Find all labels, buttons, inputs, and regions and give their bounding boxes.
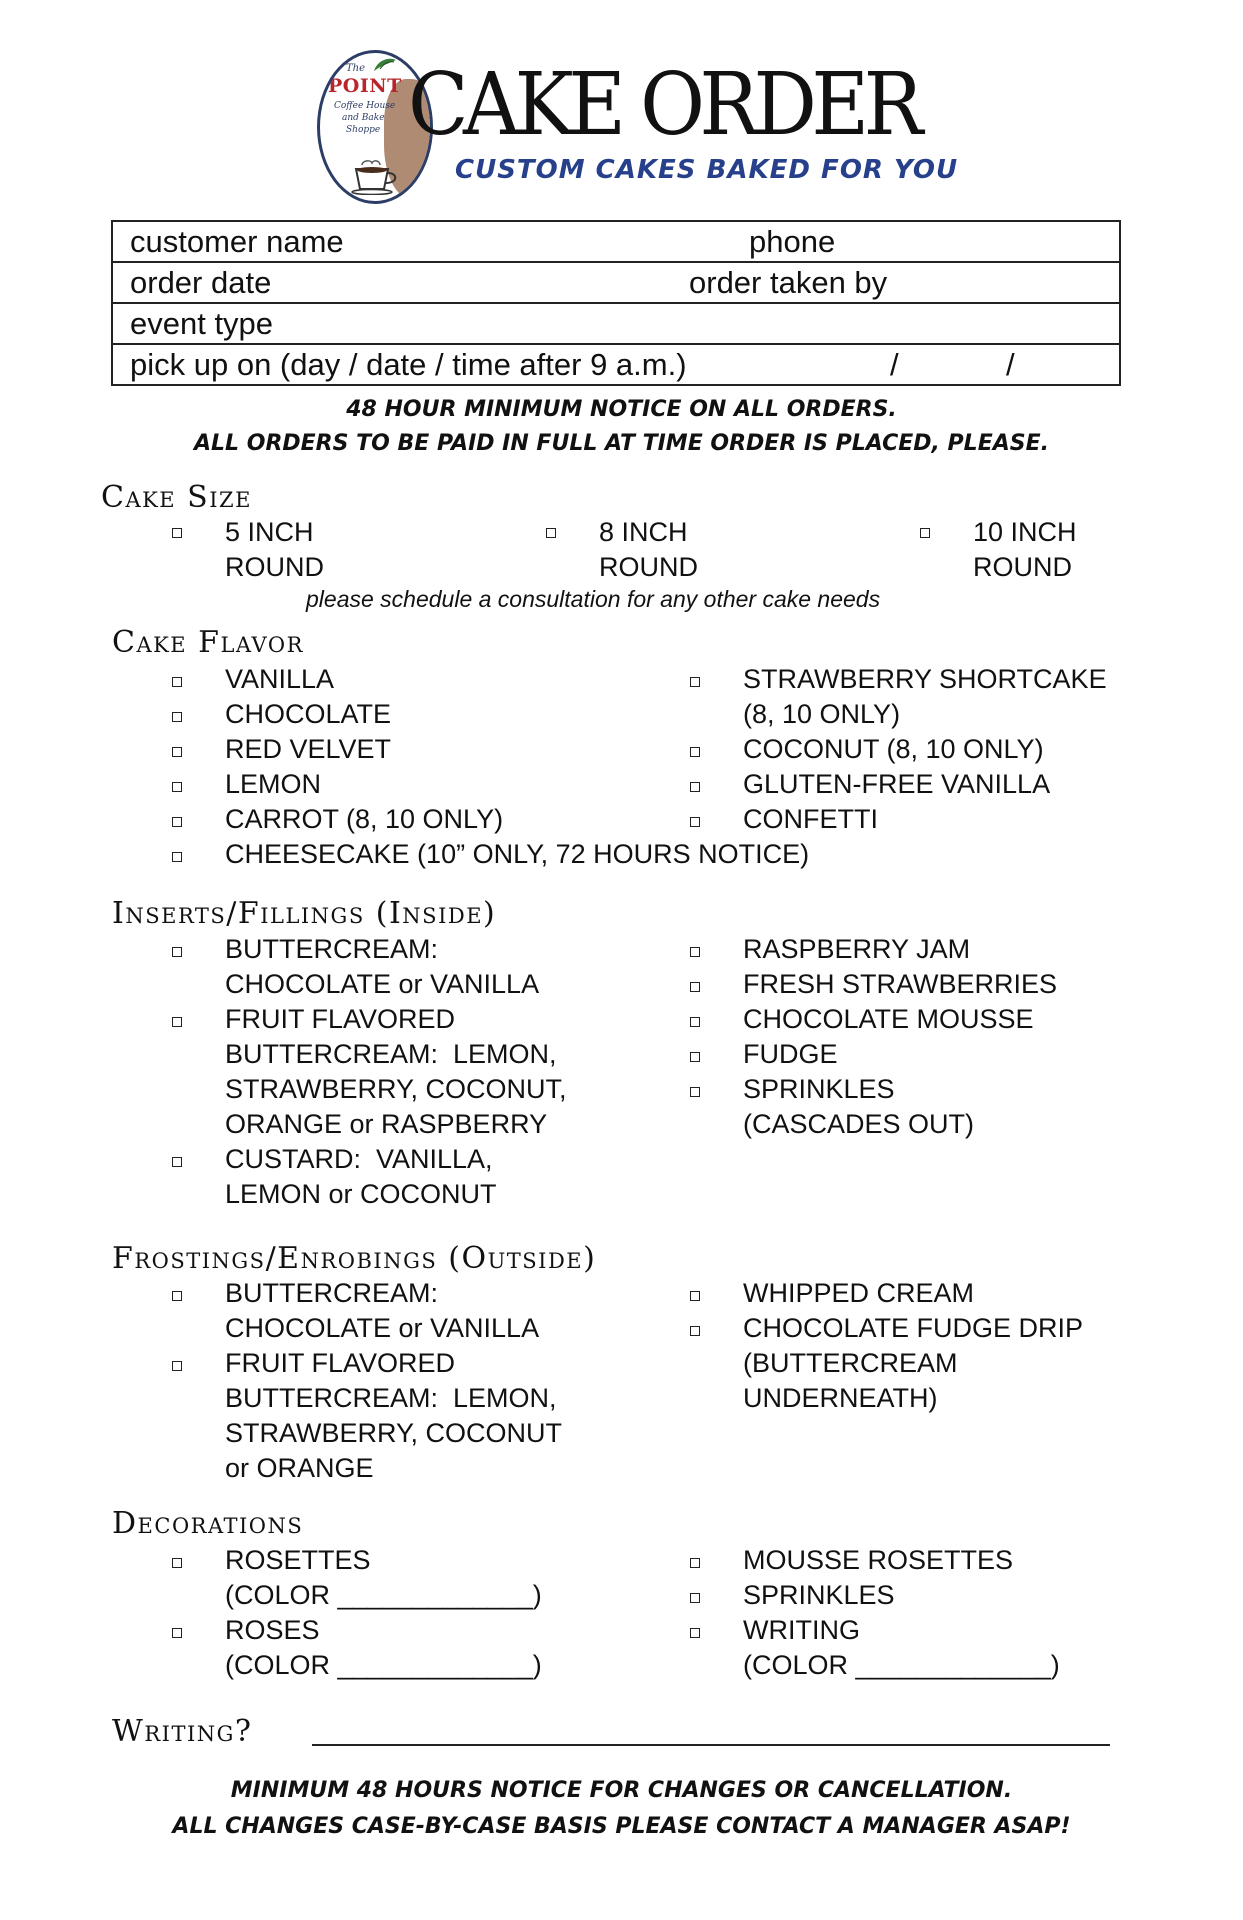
section-frostings: Frostings/Enrobings (Outside) [112,1241,597,1276]
writing-input-line[interactable] [312,1744,1110,1746]
flavor-carrot: CARROT (8, 10 ONLY) [225,804,504,834]
checkbox-filling-fruit-buttercream[interactable] [172,1017,182,1027]
logo-point: POINT [328,75,402,97]
checkbox-raspberry-jam[interactable] [690,947,700,957]
frosting-whipped-cream: WHIPPED CREAM [743,1278,975,1308]
event-type-label: event type [130,306,274,341]
flavor-gluten-free-vanilla: GLUTEN-FREE VANILLA [743,769,1051,799]
checkbox-whipped-cream[interactable] [690,1291,700,1301]
checkbox-coconut[interactable] [690,747,700,757]
decoration-writing: WRITING (COLOR _____________) [743,1615,1060,1680]
decoration-mousse-rosettes: MOUSSE ROSETTES [743,1545,1014,1575]
page-subtitle: CUSTOM CAKES BAKED FOR YOU [455,155,959,185]
section-cake-size: Cake Size [101,480,252,515]
checkbox-vanilla[interactable] [172,677,182,687]
checkbox-sprinkles-filling[interactable] [690,1087,700,1097]
flavor-coconut: COCONUT (8, 10 ONLY) [743,734,1044,764]
checkbox-chocolate-fudge-drip[interactable] [690,1326,700,1336]
notice-48-hour: 48 HOUR MINIMUM NOTICE ON ALL ORDERS. [346,397,897,422]
checkbox-red-velvet[interactable] [172,747,182,757]
decoration-roses: ROSES (COLOR _____________) [225,1615,542,1680]
phone-label: phone [749,224,836,259]
checkbox-fresh-strawberries[interactable] [690,982,700,992]
option-5-inch-round: 5 INCH ROUND [225,517,324,582]
flavor-red-velvet: RED VELVET [225,734,392,764]
logo-the: The [346,63,366,74]
checkbox-8-inch[interactable] [546,528,556,538]
filling-fudge: FUDGE [743,1039,838,1069]
customer-info-table [111,220,1121,386]
filling-chocolate-mousse: CHOCOLATE MOUSSE [743,1004,1034,1034]
checkbox-chocolate[interactable] [172,712,182,722]
decoration-rosettes: ROSETTES (COLOR _____________) [225,1545,542,1610]
filling-raspberry-jam: RASPBERRY JAM [743,934,971,964]
checkbox-roses[interactable] [172,1628,182,1638]
order-date-label: order date [130,265,272,300]
filling-fruit-buttercream: FRUIT FLAVORED BUTTERCREAM: LEMON, STRAWBERRY, COCONUT, ORANGE or RASPBERRY [225,1004,567,1139]
frosting-buttercream: BUTTERCREAM: CHOCOLATE or VANILLA [225,1278,540,1343]
order-taken-by-label: order taken by [689,265,888,300]
checkbox-10-inch[interactable] [920,528,930,538]
page-title: CAKE ORDER [408,55,918,155]
notice-paid-in-full: ALL ORDERS TO BE PAID IN FULL AT TIME ORDER IS PLACED, PLEASE. [194,431,1049,456]
section-decorations: Decorations [112,1506,304,1541]
notice-changes-cancellation: MINIMUM 48 HOURS NOTICE FOR CHANGES OR CANCELLATION. [230,1778,1013,1803]
checkbox-cheesecake[interactable] [172,852,182,862]
checkbox-chocolate-mousse[interactable] [690,1017,700,1027]
flavor-chocolate: CHOCOLATE [225,699,392,729]
checkbox-5-inch[interactable] [172,528,182,538]
logo-line-2: and Bake [342,113,385,123]
customer-row-order [113,263,1119,304]
section-cake-flavor: Cake Flavor [112,625,304,660]
frosting-fruit-buttercream: FRUIT FLAVORED BUTTERCREAM: LEMON, STRAWBERRY, COCONUT or ORANGE [225,1348,563,1483]
flavor-vanilla: VANILLA [225,664,335,694]
consultation-note: please schedule a consultation for any other cake needs [306,586,881,612]
option-10-inch-round: 10 INCH ROUND [973,517,1077,582]
section-writing: Writing? [112,1714,253,1749]
checkbox-mousse-rosettes[interactable] [690,1558,700,1568]
checkbox-frosting-buttercream[interactable] [172,1291,182,1301]
checkbox-filling-custard[interactable] [172,1157,182,1167]
checkbox-writing-decoration[interactable] [690,1628,700,1638]
checkbox-confetti[interactable] [690,817,700,827]
frosting-chocolate-fudge-drip: CHOCOLATE FUDGE DRIP (BUTTERCREAM UNDERNEATH) [743,1313,1084,1413]
section-inserts-fillings: Inserts/Fillings (Inside) [112,896,497,931]
checkbox-gluten-free-vanilla[interactable] [690,782,700,792]
option-8-inch-round: 8 INCH ROUND [599,517,698,582]
pickup-label: pick up on (day / date / time after 9 a.m.) [130,347,687,382]
customer-name-label: customer name [130,224,344,259]
decoration-sprinkles: SPRINKLES [743,1580,895,1610]
notice-contact-manager: ALL CHANGES CASE-BY-CASE BASIS PLEASE CONTACT A MANAGER ASAP! [172,1814,1071,1839]
customer-row-pickup [113,345,1119,385]
checkbox-filling-buttercream[interactable] [172,947,182,957]
checkbox-fudge[interactable] [690,1052,700,1062]
logo-line-1: Coffee House [334,101,396,111]
flavor-confetti: CONFETTI [743,804,878,834]
checkbox-carrot[interactable] [172,817,182,827]
flavor-cheesecake: CHEESECAKE (10” ONLY, 72 HOURS NOTICE) [225,839,810,869]
filling-fresh-strawberries: FRESH STRAWBERRIES [743,969,1058,999]
coffee-cup-icon [350,155,402,195]
customer-row-name [113,222,1119,263]
pickup-slash-2: / [1006,347,1015,382]
filling-sprinkles: SPRINKLES (CASCADES OUT) [743,1074,975,1139]
filling-custard: CUSTARD: VANILLA, LEMON or COCONUT [225,1144,497,1209]
checkbox-rosettes[interactable] [172,1558,182,1568]
checkbox-strawberry-shortcake[interactable] [690,677,700,687]
flavor-lemon: LEMON [225,769,322,799]
checkbox-sprinkles-decoration[interactable] [690,1593,700,1603]
checkbox-frosting-fruit-buttercream[interactable] [172,1361,182,1371]
checkbox-lemon[interactable] [172,782,182,792]
pickup-slash-1: / [890,347,899,382]
customer-row-event [113,304,1119,345]
logo-line-3: Shoppe [346,125,381,135]
flavor-strawberry-shortcake: STRAWBERRY SHORTCAKE (8, 10 ONLY) [743,664,1107,729]
leaf-icon [372,57,398,73]
filling-buttercream: BUTTERCREAM: CHOCOLATE or VANILLA [225,934,540,999]
